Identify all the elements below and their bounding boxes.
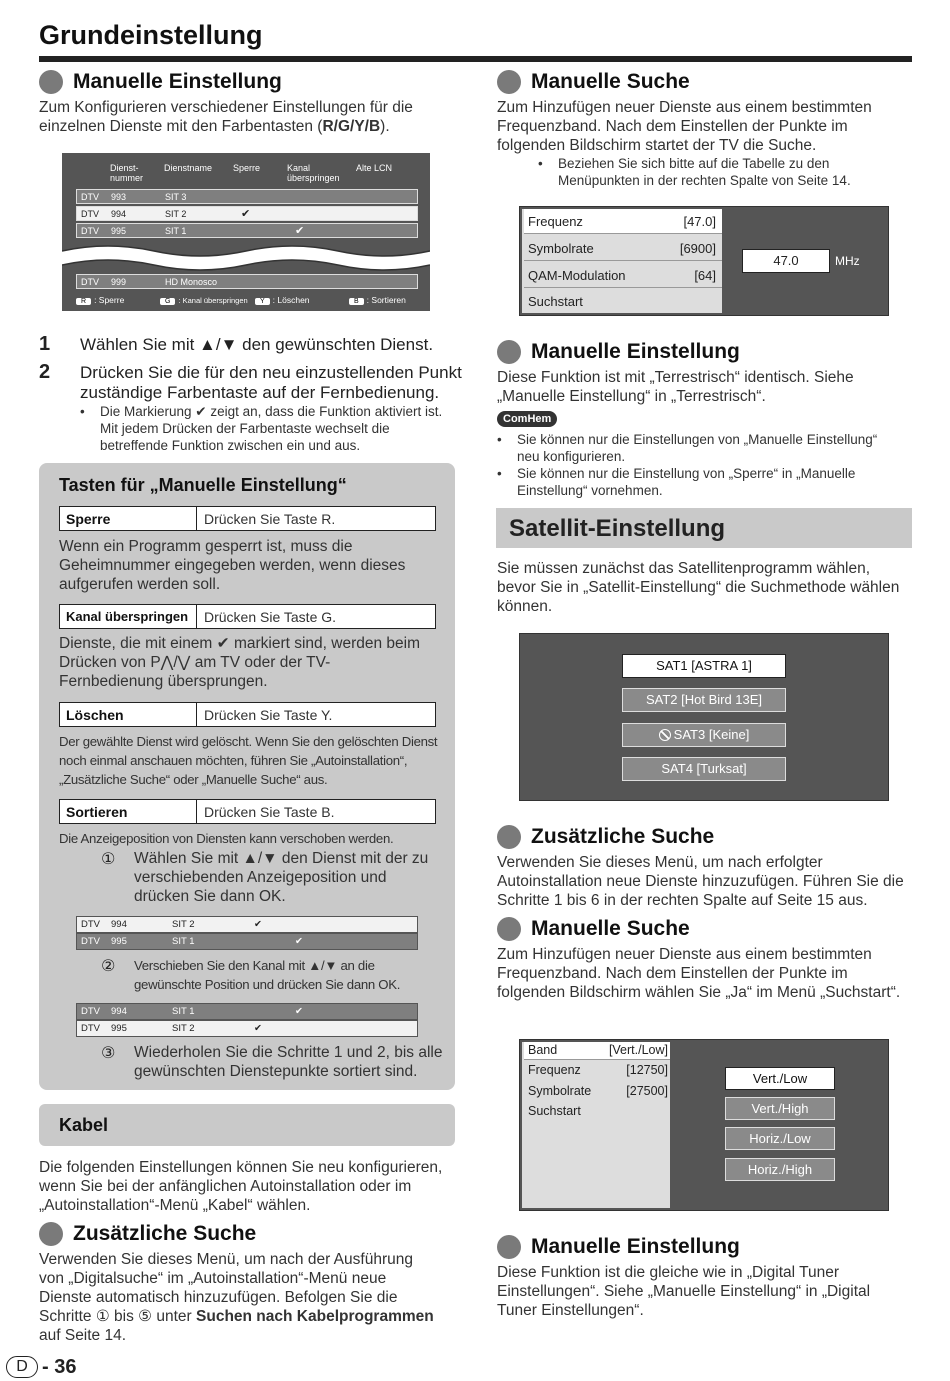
col-header-lcn: Alte LCN xyxy=(356,163,393,173)
manual-setting-text: Zum Konfigurieren verschiedener Einstellungen für die einzelnen Dienste mit den Farbentasten (R/G/Y/B). xyxy=(39,99,413,135)
col-header-name: Dienstname xyxy=(164,163,213,173)
delete-desc: Der gewählte Dienst wird gelöscht. Wenn Sie den gelöschten Dienst noch einmal anschauen möchten, führen Sie „Autoinstallation“, „Zusätzliche Suche“ oder „Manuelle Suche“ aus. xyxy=(59,734,438,787)
mini-row: DTV 994 SIT 2 ✔ xyxy=(76,916,418,933)
yellow-key-icon: Y xyxy=(255,298,270,305)
bullet-dot-icon xyxy=(497,1235,521,1259)
blue-key-icon: B xyxy=(349,298,364,305)
additional-search-text: Verwenden Sie dieses Menü, um nach der Ausführung von „Digitalsuche“ im „Autoinstallation“-Menü neue Dienste automatisch hinzuzufügen. Befolgen Sie die Schritte ① bis ⑤ unter Suchen nach Kabelprogrammen auf Seite 14. xyxy=(39,1251,434,1344)
step-text: Drücken Sie die für den neu einzustellenden Punkt zuständige Farbentaste auf der Fernbedienung. xyxy=(80,363,462,402)
option-horiz-low[interactable]: Horiz./Low xyxy=(725,1127,835,1150)
sort-step-num: ② xyxy=(101,958,116,975)
step-number: 1 xyxy=(39,333,51,355)
cut-wave xyxy=(62,241,430,275)
key-table-sperre: Sperre Drücken Sie Taste R. xyxy=(59,506,436,531)
manual-setting-screen xyxy=(62,153,430,311)
step-text: Wählen Sie mit ▲/▼ den gewünschten Dienst. xyxy=(80,335,434,354)
additional-search2-text: Verwenden Sie dieses Menü, um nach erfolgter Autoinstallation neue Dienste hinzuzufügen. Führen Sie die Schritte 1 bis 6 in der rechten Spalte auf Seite 15 aus. xyxy=(497,854,904,909)
skip-desc: Dienste, die mit einem ✔ markiert sind, werden beim Drücken von P⋀/⋁ am TV oder der TV-Fernbedienung übersprungen. xyxy=(59,635,421,690)
green-key-icon: G xyxy=(160,298,175,305)
manual-setting3-text: Diese Funktion ist die gleiche wie in „Digital Tuner Einstellungen“. Siehe „Manuelle Einstellung“ in „Digital Tuner Einstellungen“. xyxy=(497,1264,871,1319)
service-row[interactable]: DTV 993 SIT 3 xyxy=(76,189,418,204)
key-table-delete: Löschen Drücken Sie Taste Y. xyxy=(59,702,436,727)
sat-item-band[interactable]: Band [Vert./Low] xyxy=(524,1042,670,1060)
keys-box-title: Tasten für „Manuelle Einstellung“ xyxy=(59,475,347,495)
bullet-dot-icon xyxy=(497,70,521,94)
manual-setting2-text: Diese Funktion ist mit „Terrestrisch“ identisch. Siehe „Manuelle Einstellung“ in „Terrestrisch“. xyxy=(497,369,854,405)
satellite-screen xyxy=(519,633,889,801)
bullet-dot-icon xyxy=(497,917,521,941)
bullet-dot-icon xyxy=(39,70,63,94)
sort-step-num: ① xyxy=(101,851,116,868)
manual-search-note: • Beziehen Sie sich bitte auf die Tabelle zu den Menüpunkten in der rechten Spalte von Seite 14. xyxy=(558,155,888,189)
service-row[interactable]: DTV 995 SIT 1 ✔ xyxy=(76,223,418,238)
search-item-start[interactable]: Suchstart xyxy=(528,294,583,309)
sat3-button[interactable]: SAT3 [Keine] xyxy=(622,723,786,747)
region-badge: D xyxy=(6,1356,38,1378)
col-header-lock: Sperre xyxy=(233,163,261,173)
bullet-dot-icon xyxy=(497,340,521,364)
red-key-icon: R xyxy=(76,298,91,305)
sat1-button[interactable]: SAT1 [ASTRA 1] xyxy=(622,654,786,678)
step-note: • Die Markierung ✔ zeigt an, dass die Funktion aktiviert ist. Mit jedem Drücken der Farbentaste wechselt die betreffende Funktion zwischen ein und aus. xyxy=(100,403,450,454)
title-divider xyxy=(39,56,912,62)
search-screen xyxy=(519,206,889,316)
kabel-title: Kabel xyxy=(59,1115,109,1135)
page-title: Grundeinstellung xyxy=(39,20,263,50)
satellite-text: Sie müssen zunächst das Satellitenprogramm wählen, bevor Sie in „Satellit-Einstellung“ die Suchmethode wählen können. xyxy=(497,560,900,615)
bullet-dot-icon xyxy=(39,1222,63,1246)
option-vert-low[interactable]: Vert./Low xyxy=(725,1067,835,1090)
mini-row: DTV 994 SIT 1 ✔ xyxy=(76,1003,418,1020)
mini-row: DTV 995 SIT 2 ✔ xyxy=(76,1020,418,1037)
search-item-frequency[interactable]: Frequenz [47.0] xyxy=(524,209,722,234)
sat4-button[interactable]: SAT4 [Turksat] xyxy=(622,757,786,781)
color-key-legend: R : Sperre G : Kanal überspringen Y : Löschen B : Sortieren xyxy=(76,295,406,305)
sort-step-text: Verschieben Sie den Kanal mit ▲/▼ an die gewünschte Position und drücken Sie dann OK. xyxy=(134,958,401,992)
kabel-text: Die folgenden Einstellungen können Sie neu konfigurieren, wenn Sie bei der anfänglichen Autoinstallation oder im „Autoinstallation“-Menü „Kabel“ wählen. xyxy=(39,1159,443,1214)
sperre-desc: Wenn ein Programm gesperrt ist, muss die Geheimnummer eingegeben werden, wenn dieses aufgerufen werden soll. xyxy=(59,538,406,593)
comhem-bullet: • Sie können nur die Einstellung von „Sperre“ in „Manuelle Einstellung“ vornehmen. xyxy=(517,465,897,499)
bullet-dot-icon xyxy=(497,825,521,849)
search-item-qam[interactable]: QAM-Modulation [64] xyxy=(524,263,722,288)
frequency-input[interactable]: 47.0 xyxy=(742,249,830,273)
sort-step-num: ③ xyxy=(101,1045,116,1062)
key-table-sort: Sortieren Drücken Sie Taste B. xyxy=(59,799,436,824)
col-header-skip: Kanal überspringen xyxy=(287,163,340,183)
manual-search-text: Zum Hinzufügen neuer Dienste aus einem bestimmten Frequenzband. Nach dem Einstellen der Punkte im folgenden Bildschirm startet der TV die Suche. xyxy=(497,99,872,154)
option-horiz-high[interactable]: Horiz./High xyxy=(725,1158,835,1181)
sort-step-text: Wiederholen Sie die Schritte 1 und 2, bis alle gewünschten Dienstepunkte sortiert sind. xyxy=(134,1044,443,1080)
search-item-symbolrate[interactable]: Symbolrate [6900] xyxy=(524,236,722,261)
option-vert-high[interactable]: Vert./High xyxy=(725,1097,835,1120)
service-row[interactable]: DTV 994 SIT 2 ✔ xyxy=(76,206,418,221)
page-number: - 36 xyxy=(42,1356,77,1378)
service-row[interactable]: DTV 999 HD Monosco xyxy=(76,274,418,289)
step-number: 2 xyxy=(39,361,51,383)
comhem-badge: ComHem xyxy=(497,411,557,427)
sat-item-start[interactable]: Suchstart xyxy=(528,1104,581,1118)
sort-step-text: Wählen Sie mit ▲/▼ den Dienst mit der zu verschiebenden Anzeigeposition und drücken Sie dann OK. xyxy=(134,850,429,905)
key-table-skip: Kanal überspringen Drücken Sie Taste G. xyxy=(59,604,436,629)
sat-search-screen xyxy=(519,1039,889,1211)
manual-search2-text: Zum Hinzufügen neuer Dienste aus einem bestimmten Frequenzband. Nach dem Einstellen der Punkte im folgenden Bildschirm wählen Sie „Ja“ im Menü „Suchstart“. xyxy=(497,946,901,1001)
no-entry-icon xyxy=(659,729,671,741)
manual-search-heading: Manuelle Suche xyxy=(497,70,690,94)
manual-setting3-heading: Manuelle Einstellung xyxy=(497,1235,740,1259)
unit-label: MHz xyxy=(835,254,860,268)
col-header-number: Dienst- nummer xyxy=(110,163,144,183)
sort-desc: Die Anzeigeposition von Diensten kann verschoben werden. xyxy=(59,831,394,846)
sat2-button[interactable]: SAT2 [Hot Bird 13E] xyxy=(622,688,786,712)
manual-search2-heading: Manuelle Suche xyxy=(497,917,690,941)
additional-search-heading: Zusätzliche Suche xyxy=(39,1222,256,1246)
manual-setting-heading: Manuelle Einstellung xyxy=(39,70,282,94)
comhem-bullet: • Sie können nur die Einstellungen von „Manuelle Einstellung“ neu konfigurieren. xyxy=(517,431,897,465)
sat-item-symbolrate[interactable]: Symbolrate [27500] xyxy=(528,1084,668,1098)
mini-row: DTV 995 SIT 1 ✔ xyxy=(76,933,418,950)
additional-search2-heading: Zusätzliche Suche xyxy=(497,825,714,849)
manual-setting2-heading: Manuelle Einstellung xyxy=(497,340,740,364)
satellite-title: Satellit-Einstellung xyxy=(509,515,726,542)
sat-item-frequency[interactable]: Frequenz [12750] xyxy=(528,1063,668,1077)
